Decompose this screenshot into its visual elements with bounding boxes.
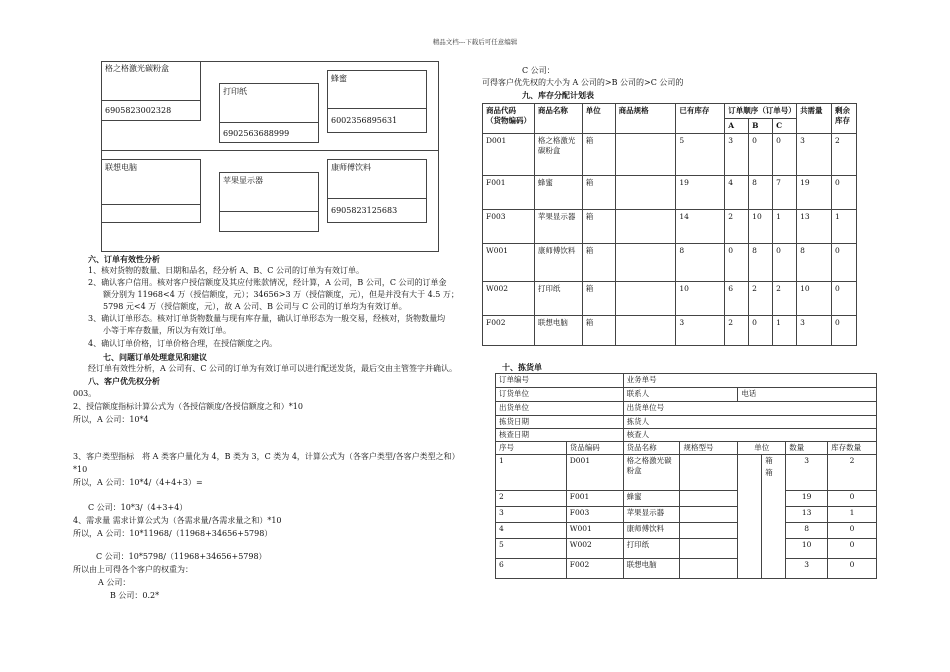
inventory-cell-unit: 箱 <box>582 210 615 244</box>
label-picker: 拣货人 <box>623 416 876 429</box>
slot-box <box>101 159 201 223</box>
col-spec: 商品规格 <box>615 104 676 134</box>
label-business-no: 业务单号 <box>623 374 876 388</box>
pick-row <box>496 539 877 559</box>
inventory-cell-unit: 箱 <box>582 244 615 282</box>
pick-cell-stock: 1 <box>828 507 877 523</box>
label-ship-unit: 出货单位 <box>496 402 624 416</box>
inventory-cell-name: 蜂蜜 <box>534 176 582 210</box>
section6-item: 小等于库存数量，所以为有效订单。 <box>103 326 231 335</box>
inventory-cell-unit: 箱 <box>582 134 615 176</box>
pick-cell-name: 格之格激光碳粉盒 <box>623 455 680 491</box>
inventory-cell-code: D001 <box>483 134 535 176</box>
inventory-table <box>482 103 857 346</box>
pick-cell-qty: 13 <box>786 507 828 523</box>
inventory-cell-total: 3 <box>797 134 832 176</box>
diagram-aisle <box>101 150 439 151</box>
pick-cell-spec <box>680 507 738 523</box>
pick-cell-seq: 4 <box>496 523 567 539</box>
pick-row <box>496 455 877 491</box>
section8-line: 所以由上可得各个客户的权重为： <box>73 565 193 574</box>
inventory-cell-code: W002 <box>483 282 535 316</box>
inventory-cell-spec <box>615 176 676 210</box>
slot-name: 蜂蜜 <box>331 74 347 83</box>
pick-cell-seq: 3 <box>496 507 567 523</box>
pick-cell-name: 联想电脑 <box>623 559 680 579</box>
inventory-row <box>483 176 857 210</box>
inventory-cell-spec <box>615 282 676 316</box>
pick-cell-name: 苹果显示器 <box>623 507 680 523</box>
section8-line: C 公司：10*5798/（11968+34656+5798） <box>96 552 267 561</box>
inventory-cell-b: 2 <box>749 282 773 316</box>
inventory-cell-stock: 10 <box>676 282 725 316</box>
section8-line: A 公司： <box>98 578 131 587</box>
inventory-cell-c: 7 <box>773 176 797 210</box>
page-header: 精品文档---下载后可任意编辑 <box>432 38 518 46</box>
pick-cell-stock: 0 <box>828 539 877 559</box>
slot-name: 联想电脑 <box>105 163 137 172</box>
pick-cell-qty: 3 <box>786 559 828 579</box>
inventory-cell-name: 打印纸 <box>534 282 582 316</box>
inventory-cell-name: 联想电脑 <box>534 316 582 346</box>
section8-line: 所以，A 公司：10*4/（4+4+3）= <box>73 478 203 487</box>
right-line: 可得客户优先权的大小为 A 公司的>B 公司的>C 公司的 <box>482 78 684 87</box>
inventory-cell-total: 10 <box>797 282 832 316</box>
pick-list-table <box>495 373 877 579</box>
slot-name: 打印纸 <box>223 87 247 96</box>
inventory-cell-b: 8 <box>749 176 773 210</box>
slot-code: 6902563688999 <box>223 129 290 138</box>
label-contact: 联系人 <box>623 388 738 402</box>
inventory-cell-b: 0 <box>749 316 773 346</box>
pick-cell-stock: 0 <box>828 559 877 579</box>
inventory-cell-spec <box>615 134 676 176</box>
right-line: C 公司： <box>522 66 555 75</box>
col-item-unit: 单位 <box>738 442 786 455</box>
inventory-cell-b: 0 <box>749 134 773 176</box>
pick-cell-seq: 5 <box>496 539 567 559</box>
pick-cell-name: 打印纸 <box>623 539 680 559</box>
pick-unit-value: 箱 <box>765 468 773 477</box>
inventory-cell-name: 苹果显示器 <box>534 210 582 244</box>
pick-cell-name: 蜂蜜 <box>623 491 680 507</box>
section8-line: 3、客户类型指标 将 A 类客户量化为 4，B 类为 3，C 类为 4，计算公式为（各客户类型/各客户类型之和） <box>73 452 460 461</box>
label-phone: 电话 <box>738 388 877 402</box>
section8-line: 所以，A 公司：10*4 <box>73 415 149 424</box>
inventory-cell-code: F001 <box>483 176 535 210</box>
inventory-cell-name: 格之格激光碳粉盒 <box>534 134 582 176</box>
inventory-cell-code: F002 <box>483 316 535 346</box>
section6-item: 4、确认订单价格，订单价格合理，在授信额度之内。 <box>88 339 278 348</box>
col-c: C <box>773 119 797 134</box>
inventory-cell-stock: 14 <box>676 210 725 244</box>
col-total: 共需量 <box>797 104 832 134</box>
slot-name: 格之格激光碳粉盒 <box>105 64 169 73</box>
section8-line: 003。 <box>73 389 97 398</box>
pick-cell-spec <box>680 559 738 579</box>
slot-box <box>101 61 201 121</box>
pick-cell-spec <box>680 539 738 559</box>
inventory-cell-a: 2 <box>725 316 749 346</box>
col-item-code: 货品编码 <box>566 442 623 455</box>
section6-item: 3、确认订单形态。核对订单货物数量与现有库存量，确认订单形态为一般交易，经核对，货物数量均 <box>88 314 446 323</box>
inventory-cell-c: 2 <box>773 282 797 316</box>
inventory-cell-code: F003 <box>483 210 535 244</box>
inventory-cell-c: 0 <box>773 134 797 176</box>
inventory-cell-spec <box>615 316 676 346</box>
section6-item: 5798 元<4 万（授信额度，元），故 A 公司、B 公司与 C 公司的订单均为有效订单。 <box>103 302 407 311</box>
label-order-no: 订单编号 <box>496 374 624 388</box>
pick-cell-seq: 1 <box>496 455 567 491</box>
inventory-cell-remain: 1 <box>831 210 856 244</box>
pick-cell-qty: 19 <box>786 491 828 507</box>
inventory-cell-total: 19 <box>797 176 832 210</box>
pick-cell-stock: 2 <box>828 455 877 491</box>
pick-unit-value: 箱 <box>765 456 773 465</box>
slot-box <box>327 70 427 133</box>
inventory-cell-stock: 19 <box>676 176 725 210</box>
inventory-cell-stock: 5 <box>676 134 725 176</box>
pick-row <box>496 559 877 579</box>
section6-item: 1、核对货物的数量、日期和品名，经分析 A、B、C 公司的订单为有效订单。 <box>88 266 364 275</box>
pick-cell-stock: 0 <box>828 523 877 539</box>
inventory-cell-c: 1 <box>773 316 797 346</box>
inventory-row <box>483 244 857 282</box>
inventory-cell-a: 0 <box>725 244 749 282</box>
pick-row <box>496 491 877 507</box>
slot-code: 6905823125683 <box>331 206 398 215</box>
pick-cell-code: F003 <box>566 507 623 523</box>
inventory-cell-total: 8 <box>797 244 832 282</box>
pick-cell-spec <box>680 455 738 491</box>
label-pick-date: 拣货日期 <box>496 416 624 429</box>
col-item-spec: 规格型号 <box>680 442 738 455</box>
slot-name: 康师傅饮料 <box>331 163 371 172</box>
col-remain: 剩余库存 <box>831 104 856 134</box>
inventory-cell-stock: 3 <box>676 316 725 346</box>
inventory-cell-spec <box>615 210 676 244</box>
inventory-cell-total: 3 <box>797 316 832 346</box>
inventory-cell-remain: 2 <box>831 134 856 176</box>
label-checker: 核查人 <box>623 429 876 442</box>
col-unit: 单位 <box>582 104 615 134</box>
inventory-cell-a: 2 <box>725 210 749 244</box>
col-seq: 序号 <box>496 442 567 455</box>
inventory-cell-remain: 0 <box>831 244 856 282</box>
inventory-cell-remain: 0 <box>831 282 856 316</box>
slot-box <box>327 159 427 223</box>
section8-title: 八、客户优先权分析 <box>88 376 160 386</box>
inventory-cell-a: 4 <box>725 176 749 210</box>
inventory-cell-remain: 0 <box>831 176 856 210</box>
pick-cell-code: F001 <box>566 491 623 507</box>
section8-line: 4、需求量 需求计算公式为（各需求量/各需求量之和）*10 <box>73 516 282 525</box>
col-code: 商品代码（货物编码） <box>483 104 535 134</box>
slot-code: 6905823002328 <box>105 106 172 115</box>
inventory-row <box>483 282 857 316</box>
section8-line: C 公司：10*3/（4+3+4） <box>88 503 188 512</box>
pick-cell-name: 康师傅饮料 <box>623 523 680 539</box>
col-order: 订单顺序（订单号） <box>725 104 797 119</box>
inventory-cell-b: 8 <box>749 244 773 282</box>
inventory-cell-unit: 箱 <box>582 316 615 346</box>
slot-name: 苹果显示器 <box>223 176 263 185</box>
inventory-cell-total: 13 <box>797 210 832 244</box>
pick-cell-spec <box>680 491 738 507</box>
col-stock: 已有库存 <box>676 104 725 134</box>
section6-title: 六、订单有效性分析 <box>88 254 160 264</box>
section8-line: 2、授信额度指标计算公式为（各授信额度/各授信额度之和）*10 <box>73 402 303 411</box>
pick-cell-code: F002 <box>566 559 623 579</box>
inventory-cell-unit: 箱 <box>582 282 615 316</box>
pick-cell-code: D001 <box>566 455 623 491</box>
col-a: A <box>725 119 749 134</box>
inventory-cell-c: 1 <box>773 210 797 244</box>
col-name: 商品名称 <box>534 104 582 134</box>
slot-box <box>219 83 319 143</box>
pick-cell-qty: 3 <box>786 455 828 491</box>
pick-cell-code: W001 <box>566 523 623 539</box>
inventory-cell-name: 康师傅饮料 <box>534 244 582 282</box>
pick-row <box>496 507 877 523</box>
pick-cell-code: W002 <box>566 539 623 559</box>
col-b: B <box>749 119 773 134</box>
label-check-date: 核查日期 <box>496 429 624 442</box>
inventory-row <box>483 134 857 176</box>
label-buyer: 订货单位 <box>496 388 624 402</box>
pick-cell-spec <box>680 523 738 539</box>
inventory-cell-b: 10 <box>749 210 773 244</box>
section9-title: 九、库存分配计划表 <box>522 90 594 100</box>
section7-text: 经订单有效性分析，A 公司有、C 公司的订单为有效订单可以进行配送发货，最后交由主管签字并确认。 <box>88 364 457 373</box>
section8-line: *10 <box>73 465 88 474</box>
col-item-qty: 数量 <box>786 442 828 455</box>
inventory-cell-c: 0 <box>773 244 797 282</box>
inventory-cell-spec <box>615 244 676 282</box>
section8-line: B 公司：0.2* <box>110 591 160 600</box>
slot-box <box>219 172 319 232</box>
pick-cell-qty: 8 <box>786 523 828 539</box>
section10-title: 十、拣货单 <box>502 362 542 372</box>
label-ship-unit-no: 出货单位号 <box>623 402 876 416</box>
pick-cell-seq: 2 <box>496 491 567 507</box>
slot-code: 6002356895631 <box>331 116 398 125</box>
col-item-stock: 库存数量 <box>828 442 877 455</box>
inventory-row <box>483 210 857 244</box>
section6-item: 额分别为 11968<4 万（授信额度，元）；34656>3 万（授信额度，元），但是并没有大于 4.5 万； <box>103 290 459 299</box>
inventory-cell-a: 3 <box>725 134 749 176</box>
col-item-name: 货品名称 <box>623 442 680 455</box>
inventory-cell-remain: 0 <box>831 316 856 346</box>
pick-cell-seq: 6 <box>496 559 567 579</box>
section7-title: 七、问题订单处理意见和建议 <box>103 352 207 362</box>
inventory-cell-a: 6 <box>725 282 749 316</box>
section6-item: 2、确认客户信用。核对客户授信额度及其应付账款情况，经计算，A 公司，B 公司，C 公司的订单金 <box>88 278 447 287</box>
pick-cell-unit-blank <box>738 455 762 579</box>
inventory-cell-unit: 箱 <box>582 176 615 210</box>
section8-line: 所以，A 公司：10*11968/（11968+34656+5798） <box>73 529 273 538</box>
pick-cell-stock: 0 <box>828 491 877 507</box>
inventory-cell-code: W001 <box>483 244 535 282</box>
inventory-cell-stock: 8 <box>676 244 725 282</box>
pick-cell-unit <box>762 455 786 579</box>
pick-cell-qty: 10 <box>786 539 828 559</box>
pick-row <box>496 523 877 539</box>
inventory-row <box>483 316 857 346</box>
